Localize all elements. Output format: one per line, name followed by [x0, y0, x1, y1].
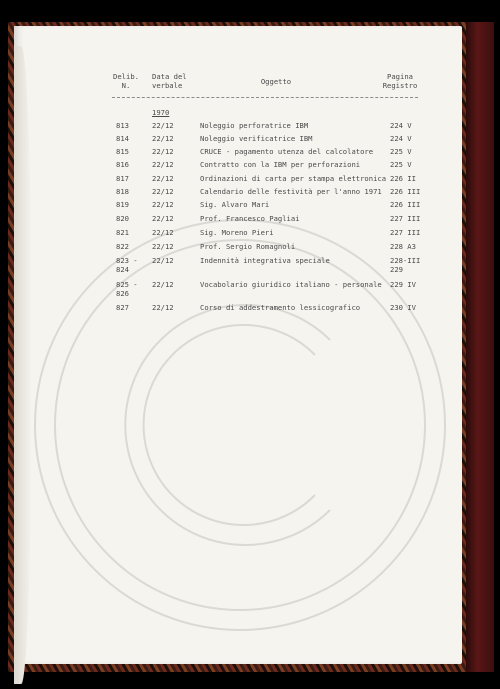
header-delib: [112, 72, 140, 90]
row-subject: Noleggio verificatrice IBM: [200, 134, 313, 143]
header-page-line1: Pagina: [387, 72, 413, 81]
row-page: 226 II: [390, 174, 416, 183]
row-page: 228-III: [390, 256, 421, 265]
row-date: 22/12: [152, 174, 174, 183]
row-page: 224 V: [390, 134, 412, 143]
row-subject: Prof. Francesco Pagliai: [200, 214, 300, 223]
row-date: 22/12: [152, 160, 174, 169]
row-number: 819: [116, 200, 129, 209]
row-number: 817: [116, 174, 129, 183]
row-subject: Sig. Alvaro Mari: [200, 200, 270, 209]
row-number: 818: [116, 187, 129, 196]
table-row: [0, 256, 500, 276]
row-date: 22/12: [152, 121, 174, 130]
row-number: 820: [116, 214, 129, 223]
row-subject: Corso di addestramento lessicografico: [200, 303, 361, 312]
header-date: [152, 72, 187, 90]
row-number: 823 -: [116, 256, 138, 265]
row-subject: Ordinazioni di carta per stampa elettronica: [200, 174, 387, 183]
row-subject: Calendario delle festività per l'anno 1971: [200, 187, 382, 196]
header-page-line2: Registro: [382, 81, 418, 90]
row-date: 22/12: [152, 134, 174, 143]
row-subject: Indennità integrativa speciale: [200, 256, 330, 265]
row-number: 822: [116, 242, 129, 251]
row-page: 227 III: [390, 214, 421, 223]
table-row: [0, 280, 500, 300]
row-subject: CRUCE - pagamento utenza del calcolatore: [200, 147, 374, 156]
row-date: 22/12: [152, 147, 174, 156]
year-heading: 1970: [152, 108, 170, 117]
row-number: 825 -: [116, 280, 138, 289]
row-page-cont: 229: [390, 265, 403, 274]
row-subject: Sig. Moreno Pieri: [200, 228, 274, 237]
row-number: 814: [116, 134, 129, 143]
table-row: [0, 303, 500, 323]
row-number-cont: 826: [116, 289, 129, 298]
row-date: 22/12: [152, 256, 174, 265]
row-page: 229 IV: [390, 280, 416, 289]
row-page: 226 III: [390, 187, 421, 196]
row-subject: Contratto con la IBM per perforazioni: [200, 160, 361, 169]
row-page: 226 III: [390, 200, 421, 209]
row-subject: Vocabolario giuridico italiano - personale: [200, 280, 382, 289]
header-date-line2: verbale: [152, 81, 183, 90]
row-date: 22/12: [152, 280, 174, 289]
row-date: 22/12: [152, 303, 174, 312]
row-date: 22/12: [152, 242, 174, 251]
row-number-cont: 824: [116, 265, 129, 274]
row-number: 821: [116, 228, 129, 237]
row-page: 230 IV: [390, 303, 416, 312]
row-date: 22/12: [152, 187, 174, 196]
row-subject: Noleggio perforatrice IBM: [200, 121, 309, 130]
row-subject: Prof. Sergio Romagnoli: [200, 242, 296, 251]
row-number: 827: [116, 303, 129, 312]
row-page: 225 V: [390, 160, 412, 169]
row-number: 813: [116, 121, 129, 130]
row-date: 22/12: [152, 228, 174, 237]
header-date-line1: Data del: [152, 72, 187, 81]
row-date: 22/12: [152, 214, 174, 223]
header-delib-line2: N.: [121, 81, 131, 90]
row-number: 816: [116, 160, 129, 169]
header-divider: [112, 97, 418, 98]
row-page: 224 V: [390, 121, 412, 130]
header-page: [378, 72, 422, 90]
row-number: 815: [116, 147, 129, 156]
row-page: 225 V: [390, 147, 412, 156]
header-subject: Oggetto: [260, 77, 292, 86]
row-date: 22/12: [152, 200, 174, 209]
row-page: 227 III: [390, 228, 421, 237]
row-page: 228 A3: [390, 242, 416, 251]
header-delib-line1: Delib.: [113, 72, 139, 81]
